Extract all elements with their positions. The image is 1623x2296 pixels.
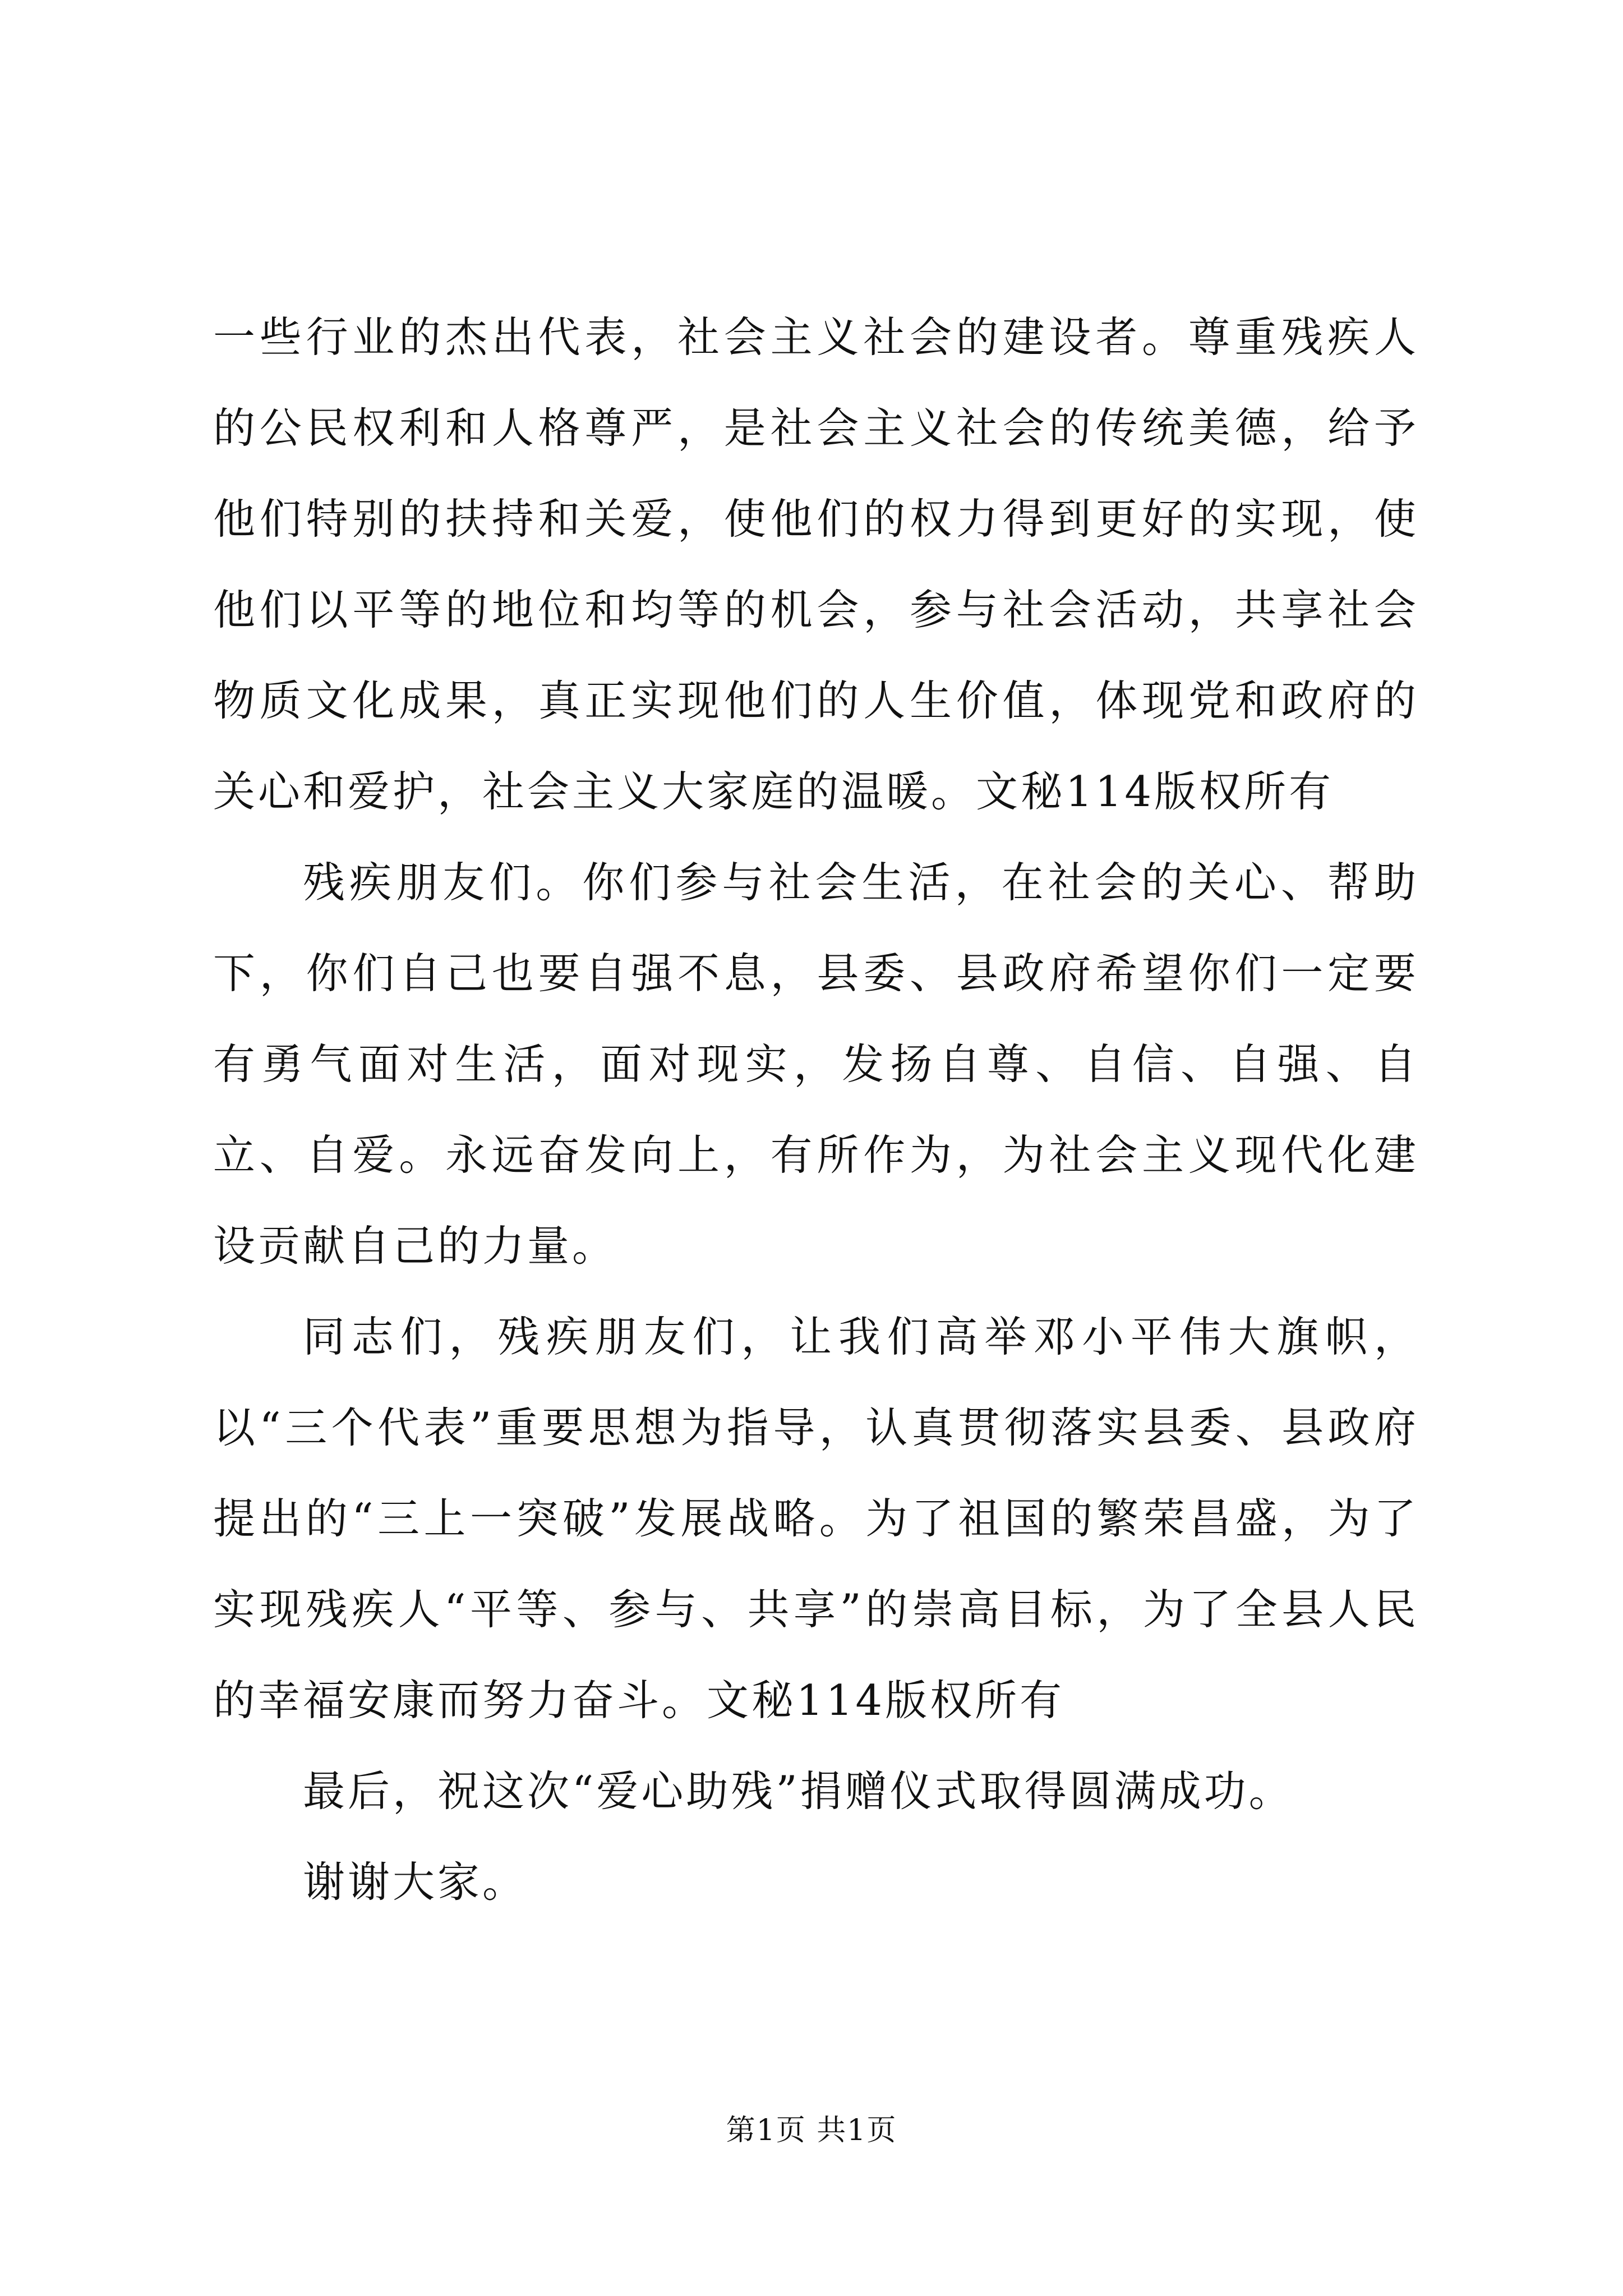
paragraph-5: 谢谢大家。 <box>303 1857 528 1907</box>
paragraph-3: 同志们，残疾朋友们，让我们高举邓小平伟大旗帜，以“三个代表”重要思想为指导，认真贯彻落实县委、县政府提出的“三上一突破”发展战略。为了祖国的繁荣昌盛，为了实现残疾人“平等、参与、共享”的崇高目标，为了全县人民的幸福安康而努力奋斗。文秘114版权所有 <box>213 1312 1419 1725</box>
paragraph-2: 残疾朋友们。你们参与社会生活，在社会的关心、帮助下，你们自己也要自强不息，县委、县政府希望你们一定要有勇气面对生活，面对现实，发扬自尊、自信、自强、自立、自爱。永远奋发向上，有所作为，为社会主义现代化建设贡献自己的力量。 <box>213 858 1419 1271</box>
paragraph-1: 一些行业的杰出代表，社会主义社会的建设者。尊重残疾人的公民权利和人格尊严，是社会主义社会的传统美德，给予他们特别的扶持和关爱，使他们的权力得到更好的实现，使他们以平等的地位和均等的机会，参与社会活动，共享社会物质文化成果，真正实现他们的人生价值，体现党和政府的关心和爱护，社会主义大家庭的温暖。文秘114版权所有 <box>213 312 1419 816</box>
paragraph-4: 最后，祝这次“爱心助残”捐赠仪式取得圆满成功。 <box>303 1766 1294 1816</box>
document-body <box>213 292 1419 1927</box>
page-footer: 第1页 共1页 <box>726 2114 897 2147</box>
